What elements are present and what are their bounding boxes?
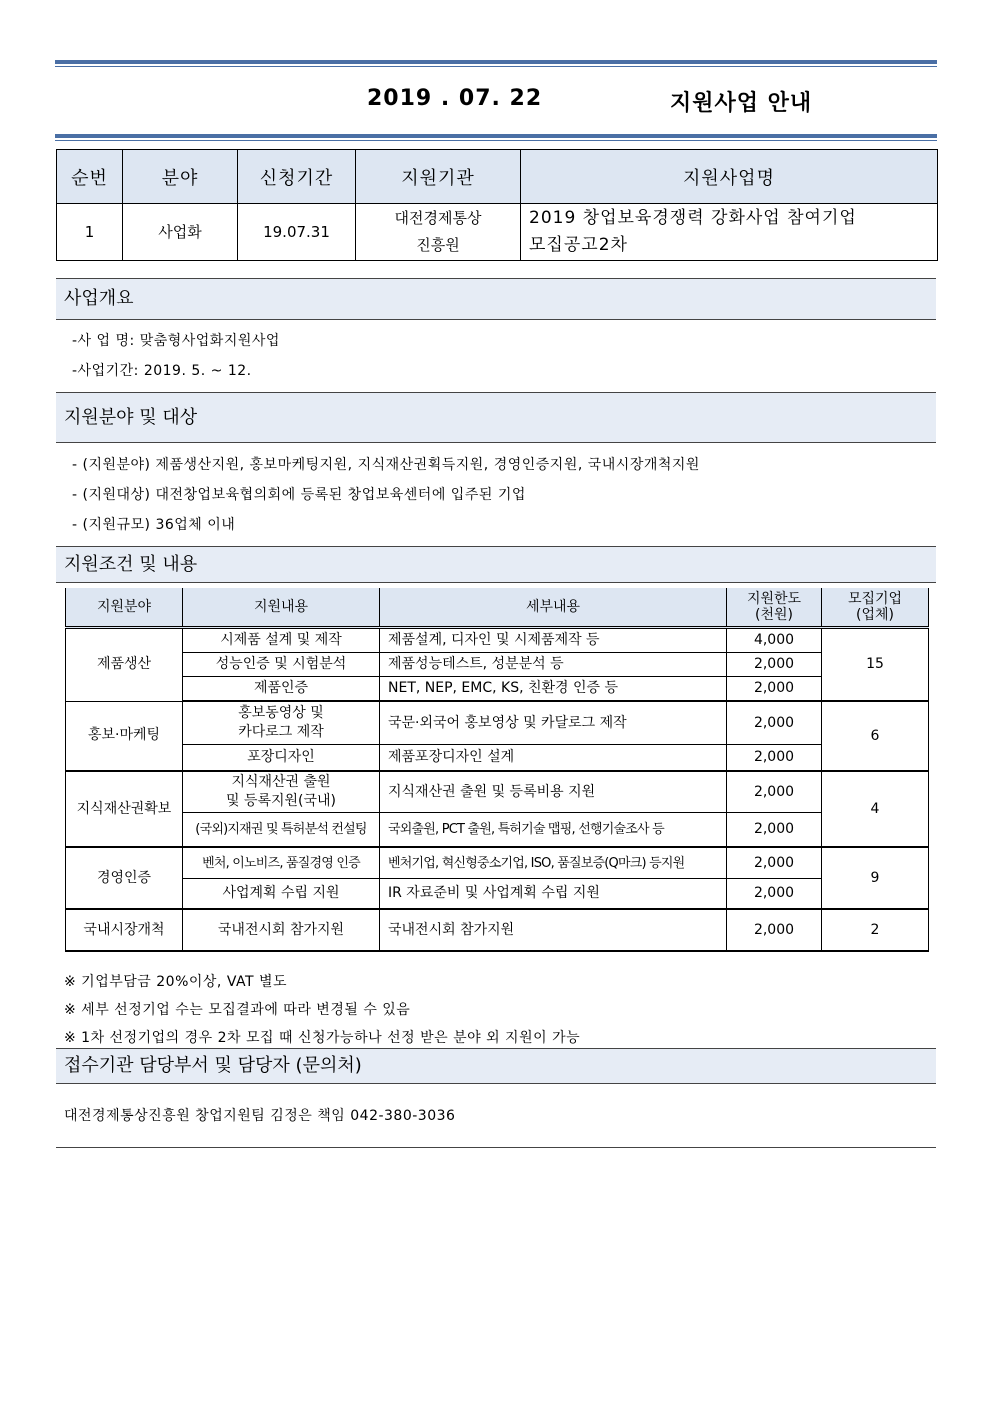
support-detail: 국내전시회 참가지원 <box>380 909 727 951</box>
note-line: ※ 세부 선정기업 수는 모집결과에 따라 변경될 수 있음 <box>64 1002 411 1018</box>
support-detail: 제품설계, 디자인 및 시제품제작 등 <box>380 628 727 653</box>
support-limit: 2,000 <box>727 813 822 848</box>
support-content <box>183 701 380 745</box>
note-line: ※ 1차 선정기업의 경우 2차 모집 때 신청가능하나 선정 받은 분야 외 지원이 가능 <box>64 1030 581 1046</box>
col-support-content: 지원내용 <box>183 588 380 628</box>
support-content-line2: 카다로그 제작 <box>238 724 324 740</box>
contact-text: 대전경제통상진흥원 창업지원팀 김정은 책임 042-380-3036 <box>64 1108 456 1124</box>
support-detail: 제품성능테스트, 성분분석 등 <box>380 653 727 677</box>
support-limit: 2,000 <box>727 879 822 910</box>
support-content: 사업계획 수립 지원 <box>183 879 380 910</box>
support-content: (국외)지재권 및 특허분석 컨설팅 <box>183 813 380 848</box>
col-support-detail: 세부내용 <box>380 588 727 628</box>
support-content: 성능인증 및 시험분석 <box>183 653 380 677</box>
target-line: - (지원대상) 대전창업보육협의회에 등록된 창업보육센터에 입주된 기업 <box>72 487 526 503</box>
table-row <box>66 677 929 702</box>
support-limit: 2,000 <box>727 909 822 951</box>
summary-table <box>56 149 938 261</box>
col-program-name: 지원사업명 <box>521 150 938 204</box>
support-detail: NET, NEP, EMC, KS, 친환경 인증 등 <box>380 677 727 702</box>
support-content: 제품인증 <box>183 677 380 702</box>
header-date: 2019 . 07. 22 <box>367 86 543 111</box>
overview-line: -사업기간: 2019. 5. ~ 12. <box>72 363 252 379</box>
col-agency: 지원기관 <box>356 150 521 204</box>
row-agency <box>356 204 521 261</box>
col-period: 신청기간 <box>238 150 356 204</box>
target-line: - (지원규모) 36업체 이내 <box>72 517 236 533</box>
support-content <box>183 771 380 813</box>
row-program-name-line2: 모집공고2차 <box>529 235 628 255</box>
group-field: 국내시장개척 <box>66 909 183 951</box>
group-field: 경영인증 <box>66 847 183 909</box>
support-limit: 2,000 <box>727 847 822 879</box>
summary-header-row <box>57 150 938 204</box>
conditions-heading: 지원조건 및 내용 <box>56 546 936 583</box>
recruit-count: 15 <box>822 628 929 702</box>
support-detail: IR 자료준비 및 사업계획 수립 지원 <box>380 879 727 910</box>
recruit-count: 4 <box>822 771 929 847</box>
table-row <box>66 745 929 772</box>
table-row <box>66 847 929 879</box>
col-support-field: 지원분야 <box>66 588 183 628</box>
header-title: 지원사업 안내 <box>670 91 813 116</box>
support-detail: 지식재산권 출원 및 등록비용 지원 <box>380 771 727 813</box>
table-row <box>66 653 929 677</box>
support-detail: 국외출원, PCT 출원, 특허기술 맵핑, 선행기술조사 등 <box>380 813 727 848</box>
header-bottom-rule <box>55 134 937 141</box>
table-row <box>66 879 929 910</box>
support-content-line1: 홍보동영상 및 <box>238 705 324 721</box>
recruit-count: 2 <box>822 909 929 951</box>
support-content: 시제품 설계 및 제작 <box>183 628 380 653</box>
target-heading: 지원분야 및 대상 <box>56 392 936 443</box>
col-support-limit-line2: (천원) <box>755 607 793 623</box>
col-support-limit-line1: 지원한도 <box>746 591 802 607</box>
support-limit: 2,000 <box>727 677 822 702</box>
support-detail: 벤처기업, 혁신형중소기업, ISO, 품질보증(Q마크) 등지원 <box>380 847 727 879</box>
support-limit: 2,000 <box>727 745 822 772</box>
summary-row <box>57 204 938 261</box>
top-rule <box>55 60 937 67</box>
target-line: - (지원분야) 제품생산지원, 홍보마케팅지원, 지식재산권획득지원, 경영인증지원, 국내시장개척지원 <box>72 457 700 473</box>
conditions-header-row <box>66 588 929 628</box>
support-detail: 국문·외국어 홍보영상 및 카달로그 제작 <box>380 701 727 745</box>
support-detail: 제품포장디자인 설계 <box>380 745 727 772</box>
row-period: 19.07.31 <box>238 204 356 261</box>
table-row <box>66 701 929 745</box>
support-content-line2: 및 등록지원(국내) <box>225 793 337 809</box>
conditions-table <box>65 588 929 952</box>
overview-line: -사 업 명: 맞춤형사업화지원사업 <box>72 333 280 349</box>
support-limit: 2,000 <box>727 701 822 745</box>
support-limit: 4,000 <box>727 628 822 653</box>
support-limit: 2,000 <box>727 653 822 677</box>
support-limit: 2,000 <box>727 771 822 813</box>
row-no: 1 <box>57 204 123 261</box>
group-field: 홍보·마케팅 <box>66 701 183 771</box>
table-row <box>66 909 929 951</box>
note-line: ※ 기업부담금 20%이상, VAT 별도 <box>64 974 288 990</box>
support-content: 포장디자인 <box>183 745 380 772</box>
bottom-rule <box>56 1147 936 1148</box>
col-recruit-count-line1: 모집기업 <box>847 591 903 607</box>
row-agency-line2: 진흥원 <box>416 236 460 254</box>
table-row <box>66 628 929 653</box>
recruit-count: 6 <box>822 701 929 771</box>
col-field: 분야 <box>123 150 238 204</box>
table-row <box>66 813 929 848</box>
row-field: 사업화 <box>123 204 238 261</box>
group-field: 지식재산권확보 <box>66 771 183 847</box>
row-program-name-line1: 2019 창업보육경쟁력 강화사업 참여기업 <box>529 208 857 228</box>
row-program-name <box>521 204 938 261</box>
col-support-limit <box>727 588 822 628</box>
contact-heading: 접수기관 담당부서 및 담당자 (문의처) <box>56 1048 936 1084</box>
recruit-count: 9 <box>822 847 929 909</box>
row-agency-line1: 대전경제통상 <box>394 209 482 227</box>
overview-heading: 사업개요 <box>56 278 936 320</box>
col-recruit-count-line2: (업체) <box>856 607 894 623</box>
table-row <box>66 771 929 813</box>
support-content: 벤처, 이노비즈, 품질경영 인증 <box>183 847 380 879</box>
support-content-line1: 지식재산권 출원 <box>231 774 331 790</box>
support-content: 국내전시회 참가지원 <box>183 909 380 951</box>
group-field: 제품생산 <box>66 628 183 702</box>
col-no: 순번 <box>57 150 123 204</box>
col-recruit-count <box>822 588 929 628</box>
